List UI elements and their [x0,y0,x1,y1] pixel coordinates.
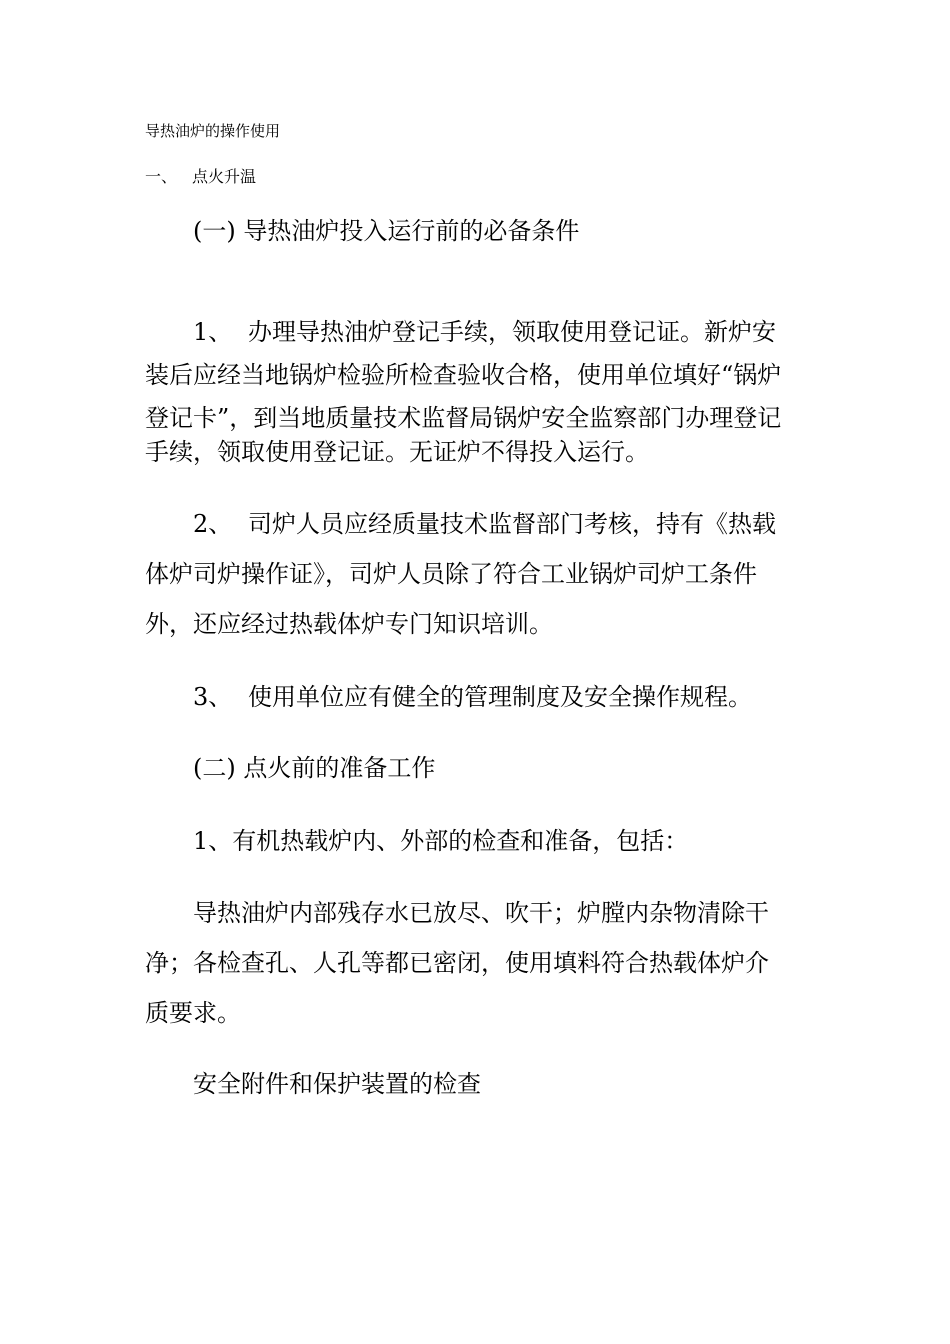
item-1-line-3: 登记卡”，到当地质量技术监督局锅炉安全监察部门办理登记 [145,404,782,432]
item-1-text-1: 办理导热油炉登记手续，领取使用登记证。新炉安 [248,318,776,346]
item-3-line [193,676,752,719]
item-2-number: 2、 [193,510,233,538]
item-1-line-4: 手续，领取使用登记证。无证炉不得投入运行。 [145,438,649,466]
para-safety: 安全附件和保护装置的检查 [193,1070,481,1098]
item-1-line-2: 装后应经当地锅炉检验所检查验收合格，使用单位填好“锅炉 [145,361,782,389]
para-inner-line-2: 净；各检查孔、人孔等都已密闭，使用填料符合热载体炉介 [145,949,769,977]
section-label: 点火升温 [192,167,257,186]
document-title: 导热油炉的操作使用 [145,122,281,140]
item-2-text-1: 司炉人员应经质量技术监督部门考核，持有《热载 [248,510,776,538]
item-1-number: 1、 [193,318,233,346]
item-3-number: 3、 [193,683,233,711]
item-1-line-1 [193,311,776,354]
item-3-text: 使用单位应有健全的管理制度及安全操作规程。 [248,683,752,711]
item-2-line-2: 体炉司炉操作证》，司炉人员除了符合工业锅炉司炉工条件 [145,560,757,588]
check-1-line: 1、有机热载炉内、外部的检查和准备，包括： [193,827,689,855]
para-inner-line-1: 导热油炉内部残存水已放尽、吹干；炉膛内杂物清除干 [193,899,769,927]
item-2-line-3: 外，还应经过热载体炉专门知识培训。 [145,610,553,638]
item-2-line-1 [193,503,776,546]
subheading-2: (二) 点火前的准备工作 [193,754,436,782]
section-number: 一、 [145,167,178,186]
section-heading-1 [145,166,256,188]
subheading-1: (一) 导热油炉投入运行前的必备条件 [193,217,580,245]
para-inner-line-3: 质要求。 [145,999,241,1027]
